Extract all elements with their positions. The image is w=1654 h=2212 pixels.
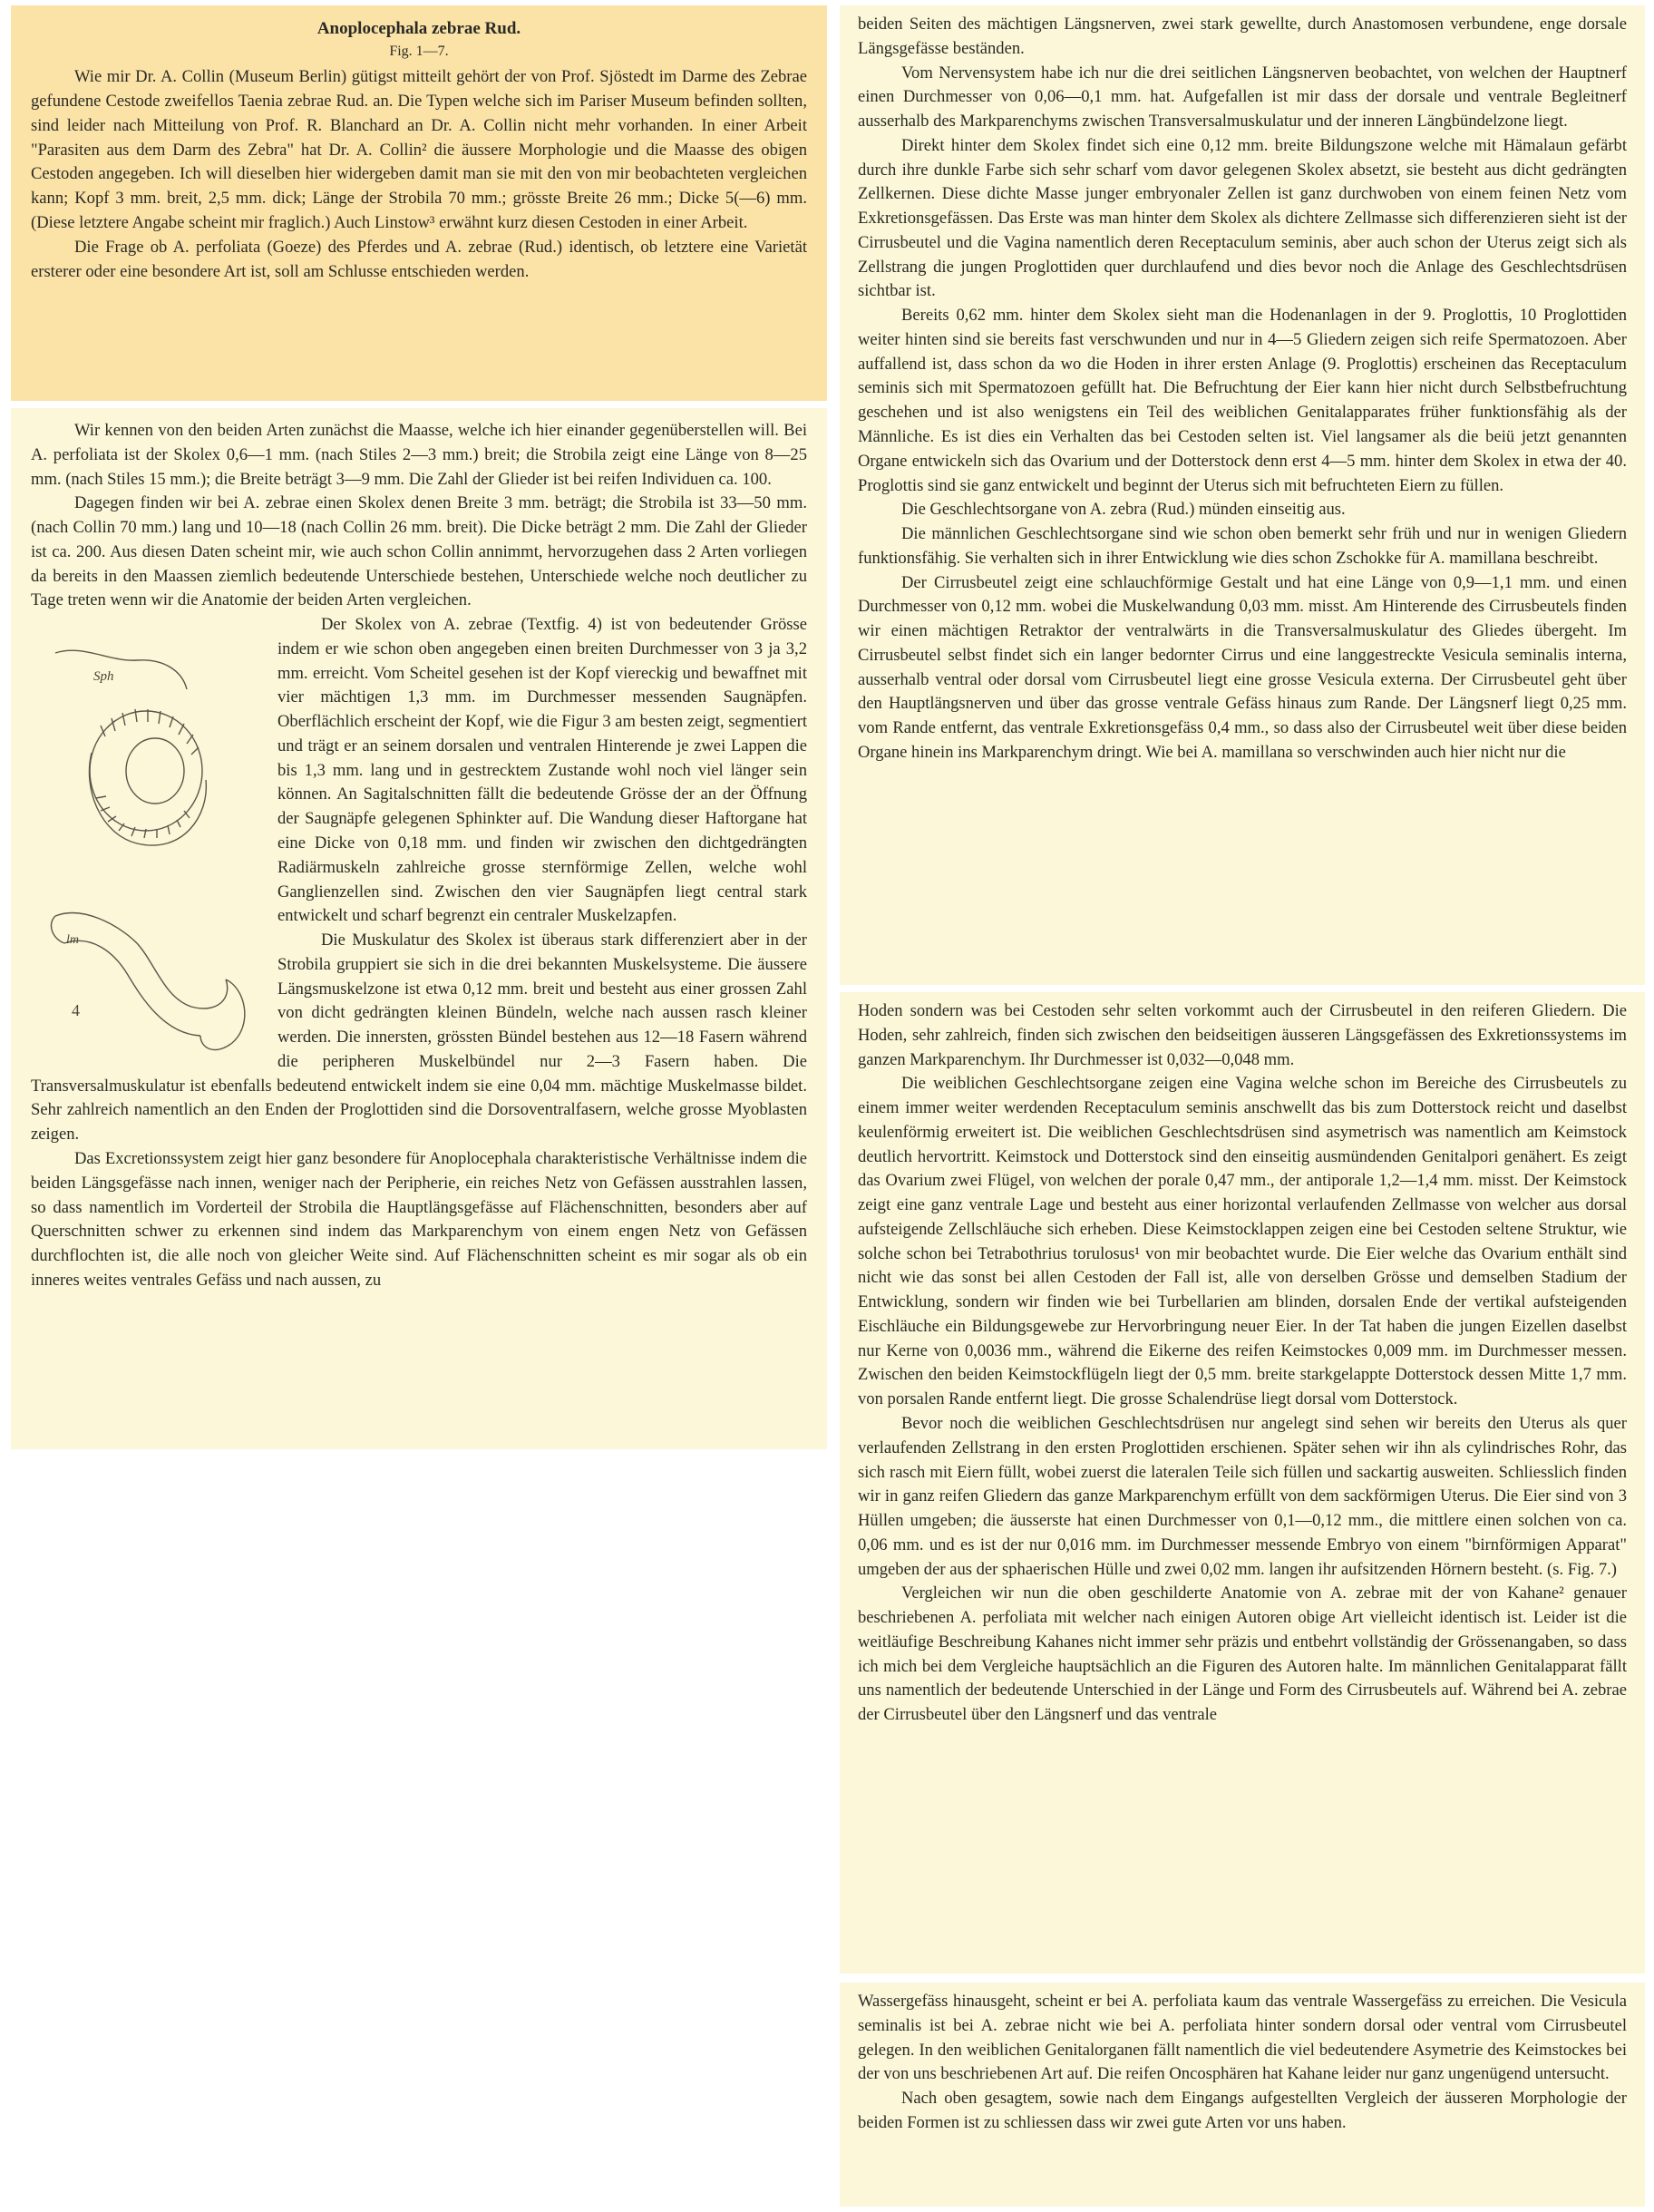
paragraph: Dagegen finden wir bei A. zebrae einen Skolex denen Breite 3 mm. beträgt; die Strobila ist 33—50 mm. (nach Collin 70 mm.) lang und 10—18 (nach Collin 26 mm. breit). Die Dicke beträgt 2 mm. Die Zahl der Glieder ist ca. 200. Aus diesen Daten scheint mir, wie auch schon Collin annimmt, hervorzugehen dass 2 Arten vorliegen da bereits in den Maassen ziemlich bedeutende Unterschiede bestehen, Unterschiede welche noch deutlicher zu Tage treten wenn wir die Anatomie der beiden Arten vergleichen. (31, 493, 807, 610)
paragraph: beiden Seiten des mächtigen Längsnerven, zwei stark gewellte, durch Anastomosen verbundene, enge dorsale Längsgefässe beständen. (858, 15, 1627, 58)
scolex-figure (27, 617, 265, 1070)
paragraph: Bereits 0,62 mm. hinter dem Skolex sieht man die Hodenanlagen in der 9. Proglottis, 10 Proglottiden weiter hinten sind sie bereits fast verschwunden und nur in 4—5 Gliedern zeigen sich reife Spermatozoen. Aber auffallend ist, dass schon da wo die Hoden in ihrer ersten Anlage (9. Proglottis) erscheinen das Receptaculum seminis sich mit Spermatozoen gefüllt hat. Die Befruchtung der Eier kann hier nicht durch Selbstbefruchtung geschehen und ist also wenigstens ein Teil des weiblichen Genitalapparates früher funktionsfähig als der Männliche. Es ist dies ein Verhalten das bei Cestoden selten ist. Viel langsamer als die beiü jetzt genannten Organe entwickeln sich das Ovarium und der Dotterstock denn erst 4—5 mm. hinter dem Skolex in etwa der 40. Proglottis sind sie ganz entwickelt und beginnt der Uterus sich mit befruchteten Eiern zu füllen. (858, 306, 1627, 495)
paragraph: Vom Nervensystem habe ich nur die drei seitlichen Längsnerven beobachtet, von welchen der Hauptnerf einen Durchmesser von 0,06—0,1 mm. hat. Aufgefallen ist mir dass der dorsale und ventrale Begleitnerf ausserhalb des Markparenchyms zwischen Transversalmuskulatur und der inneren Längbündelzone liegt. (858, 63, 1627, 132)
paragraph: Wassergefäss hinausgeht, scheint er bei A. perfoliata kaum das ventrale Wassergefäss zu erreichen. Die Vesicula seminalis ist bei A. zebrae nicht wie bei A. perfoliata hinter sondern dorsal oder ventral vom Cirrusbeutel gelegen. In den weiblichen Genitalorganen fällt namentlich die viel bedeutendere Asymetrie des Keimstockes bei der von uns beschriebenen Art auf. Die reifen Oncosphären hat Kahane leider nur ganz ungenügend untersucht. (858, 1992, 1627, 2084)
text-block-intro (11, 5, 827, 401)
paragraph: Der Cirrusbeutel zeigt eine schlauchförmige Gestalt und hat eine Länge von 0,9—1,1 mm. und einen Durchmesser von 0,12 mm. wobei die Muskelwandung 0,03 mm. misst. Am Hinterende des Cirrusbeutels finden wir einen mächtigen Retraktor der ventralwärts in die Transversalmuskulatur des Gliedes übergeht. Im Cirrusbeutel selbst findet sich ein langer bedornter Cirrus und eine langgestreckte Vesicula seminalis interna, ausserhalb ventral oder dorsal vom Cirrusbeutel liegt eine grosse Vesicula externa. Der Cirrusbeutel geht über den Hauptlängsnerven und über das grosse ventrale Gefäss hinaus zum Rande. Der Längsnerf liegt 0,25 mm. vom Rande entfernt, das ventrale Exkretionsgefäss 0,4 mm., so dass also der Cirrusbeutel weit über diese beiden Organe hinein ins Markparenchym dringt. Wie bei A. mamillana so verschwinden auch hier nicht nur die (858, 572, 1627, 762)
figure-label-lm: lm (66, 933, 79, 948)
paragraph: Bevor noch die weiblichen Geschlechtsdrüsen nur angelegt sind sehen wir bereits den Uterus als quer verlaufenden Zellstrang in den ersten Proglottiden erschienen. Später sehen wir ihn als cylindrisches Rohr, das sich rasch mit Eiern füllt, wobei zuerst die lateralen Teile sich füllen und sackartig ausweiten. Schliesslich finden wir in ganz reifen Gliedern das ganze Markparenchym erfüllt von dem sackförmigen Uterus. Die Eier sind von 3 Hüllen umgeben; die äusserste hat einen Durchmesser von 0,1—0,12 mm., die mittlere einen solchen von ca. 0,06 mm. und es ist der nur 0,016 mm. im Durchmesser messende Embryo von einem "birnförmigen Apparat" umgeben der aus der sphaerischen Hülle und zwei 0,02 mm. langen ihr aufsitzenden Hörnern besteht. (s. Fig. 7.) (858, 1414, 1627, 1579)
paragraph: Die männlichen Geschlechtsorgane sind wie schon oben bemerkt sehr früh und nur in wenigen Gliedern funktionsfähig. Sie verhalten sich in ihrer Entwicklung wie dies schon Zschokke für A. mamillana beschreibt. (858, 524, 1627, 568)
paragraph: Die weiblichen Geschlechtsorgane zeigen eine Vagina welche schon im Bereiche des Cirrusbeutels zu einem immer weiter werdenden Receptaculum seminis anschwellt das bis zum Dotterstock reicht und daselbst keulenförmig erweitert ist. Die weiblichen Geschlechtsdrüsen sind asymetrisch was namentlich am Keimstock deutlich hervortritt. Keimstock und Dotterstock sind den einseitig ausmündenden Genitalpori genähert. Es zeigt das Ovarium zwei Flügel, von welchen der porale 0,47 mm., der antiporale 1,2—1,4 mm. misst. Der Keimstock zeigt eine ganz ventrale Lage und besteht aus einer horizontal verlaufenden Zellmasse von welcher aus dorsal aufsteigende Zellschläuche sich erheben. Diese Keimstocklappen zeigen eine bei Cestoden seltene Struktur, wie solche schon bei Tetrabothrius torulosus¹ von mir beobachtet wurde. Die Eier welche das Ovarium enthält sind nicht wie das sonst bei allen Cestoden der Fall ist, alle von derselben Grösse und demselben Stadium der Entwicklung, sondern wir finden wie bei Turbellarien am blinden, dorsalen Ende der vertikal aufsteigenden Eischläuche ein Bildungsgewebe zur Hervorbringung neuer Eier. In der Tat haben die jungen Eizellen daselbst nur Kerne von 0,0036 mm., während die Eikerne des reifen Keimstockes 0,009 mm. im Durchmesser messen. Zwischen den beiden Keimstockflügeln liegt der 0,5 mm. breite starkgelappte Dotterstock dessen Mitte 1,7 mm. von porsalen Rande entfernt liegt. Die grosse Schalendrüse liegt dorsal vom Dotterstock. (858, 1074, 1627, 1409)
text-block-nervous-genital (840, 5, 1645, 985)
text-block-conclusion (840, 1983, 1645, 2207)
text-block-female-organs (840, 992, 1645, 1973)
figure-label-sph: Sph (93, 669, 114, 685)
text-block-measurements (11, 408, 827, 1449)
scolex-drawing (27, 617, 265, 1070)
article-title: Anoplocephala zebrae Rud. (316, 19, 521, 38)
paragraph: Vergleichen wir nun die oben geschilderte Anatomie von A. zebrae mit der von Kahane² genauer beschriebenen A. perfoliata mit welcher nach einigen Autoren obige Art vielleicht identisch ist. Leider ist die weitläufige Beschreibung Kahanes nicht immer sehr präzis und entbehrt vollständig der Grössenangaben, so dass ich mich bei dem Vergleiche hauptsächlich an die Figuren des Autoren halte. Im männlichen Genitalapparat fällt uns namentlich der bedeutende Unterschied in der Länge und Form des Cirrusbeutels auf. Während bei A. zebrae der Cirrusbeutel über den Längsnerf und das ventrale (858, 1583, 1627, 1725)
figure-number: 4 (72, 1001, 80, 1020)
paragraph: Die Geschlechtsorgane von A. zebra (Rud.) münden einseitig aus. (901, 500, 1346, 520)
paragraph: Hoden sondern was bei Cestoden sehr selten vorkommt auch der Cirrusbeutel in den reiferen Gliedern. Die Hoden, sehr zahlreich, finden sich zwischen den beidseitigen äusseren Längsgefässen des Exkretionssystems im ganzen Markparenchym. Ihr Durchmesser ist 0,032—0,048 mm. (858, 1001, 1627, 1069)
paragraph: Nach oben gesagtem, sowie nach dem Eingangs aufgestellten Vergleich der äusseren Morphologie der beiden Formen ist zu schliessen dass wir zwei gute Arten vor uns haben. (858, 2089, 1627, 2132)
paragraph: Die Muskulatur des Skolex ist überaus stark differenziert aber in der Strobila gruppiert sie sich in die drei bekannten Muskelsysteme. Die äussere Längsmuskelzone ist etwa 0,12 mm. breit und besteht aus einer grossen Zahl von dicht gedrängten kleinen Bündeln, welche nach aussen rasch kleiner werden. Die innersten, grössten Bündel bestehen aus 12—18 Fasern während die peripheren Muskelbündel nur 2—3 Fasern haben. Die Transversalmuskulatur ist ebenfalls bedeutend entwickelt indem sie eine 0,04 mm. mächtige Muskelmasse bildet. Sehr zahlreich namentlich an den Enden der Proglottiden sind die Dorsoventralfasern, welche grosse Myoblasten zeigen. (31, 931, 807, 1145)
paragraph: Die Frage ob A. perfoliata (Goeze) des Pferdes und A. zebrae (Rud.) identisch, ob letztere eine Varietät ersterer oder eine besondere Art ist, soll am Schlusse entschieden werden. (31, 237, 807, 281)
paragraph: Das Excretionssystem zeigt hier ganz besondere für Anoplocephala charakteristische Verhältnisse indem die beiden Längsgefässe nach innen, weniger nach der Peripherie, ein reiches Netz von Gefässen ausstrahlen lassen, so dass namentlich im Vorderteil der Strobila die Hauptlängsgefässe auf Flächenschnitten, besonders aber auf Querschnitten schwer zu erkennen sind indem das Markparenchym von einem engen Netz von Gefässen durchflochten ist, die alle noch von gleicher Weite sind. Auf Flächenschnitten scheint es mir sogar als ob ein inneres weites ventrales Gefäss und nach aussen, zu (31, 1148, 807, 1290)
figure-reference: Fig. 1—7. (389, 44, 449, 60)
paragraph: Wir kennen von den beiden Arten zunächst die Maasse, welche ich hier einander gegenüberstellen will. Bei A. perfoliata ist der Skolex 0,6—1 mm. (nach Stiles 2—3 mm.) breit; die Strobila zeigt eine Länge von 8—25 mm. (nach Stiles 15 mm.); die Breite beträgt 3—9 mm. Die Zahl der Glieder ist bei reifen Individuen ca. 100. (31, 421, 807, 489)
paragraph: Direkt hinter dem Skolex findet sich eine 0,12 mm. breite Bildungszone welche mit Hämalaun gefärbt durch ihre dunkle Farbe sich sehr scharf vom davor gelegenen Skolex absetzt, sie besteht aus dicht gedrängten Zellkernen. Diese dichte Masse junger embryonaler Zellen ist ganz durchwoben von einem feinen Netz vom Exkretionsgefässen. Das Erste was man hinter dem Skolex als dichtere Zellmasse sich differenzieren sieht ist der Cirrusbeutel und die Vagina namentlich deren Receptaculum seminis, aber auch schon der Uterus zeigt sich als Zellstrang die jungen Proglottiden quer durchlaufend und dies bevor noch die Anlage des Geschlechtsdrüsen sichtbar ist. (858, 135, 1627, 301)
paragraph: Wie mir Dr. A. Collin (Museum Berlin) gütigst mitteilt gehört der von Prof. Sjöstedt im Darme des Zebrae gefundene Cestode zweifellos Taenia zebrae Rud. an. Die Typen welche sich im Pariser Museum befinden sollten, sind leider nach Mitteilung von Prof. R. Blanchard an Dr. A. Collin nicht mehr vorhanden. In einer Arbeit "Parasiten aus dem Darm des Zebra" hat Dr. A. Collin² die äussere Morphologie und die Maasse des obigen Cestoden angegeben. Ich will dieselben hier widergeben damit man sie mit den von mir beobachteten vergleichen kann; Kopf 3 mm. breit, 2,5 mm. dick; Länge der Strobila 70 mm.; grösste Breite 26 mm.; Dicke 5(—6) mm. (Diese letztere Angabe scheint mir fraglich.) Auch Linstow³ erwähnt kurz diesen Cestoden in einer Arbeit. (31, 67, 807, 232)
paragraph: Der Skolex von A. zebrae (Textfig. 4) ist von bedeutender Grösse indem er wie schon oben angegeben einen breiten Durchmesser von 3 ja 3,2 mm. erreicht. Vom Scheitel gesehen ist der Kopf viereckig und bewaffnet mit vier mächtigen 1,3 mm. im Durchmesser messenden Saugnäpfen. Oberflächlich erscheint der Kopf, wie die Figur 3 am besten zeigt, segmentiert und trägt er an seinem dorsalen und ventralen Hinterende je zwei Lappen die bis 1,3 mm. lang und in gestrecktem Zustande wohl noch viel länger sein können. An Sagitalschnitten fällt die bedeutende Grösse der an der Öffnung der Saugnäpfe gelegenen Sphinkter auf. Die Wandung dieser Haftorgane hat eine Dicke von 0,18 mm. und finden wir zwischen den dichtgedrängten Radiärmuskeln zahlreiche grosse sternförmige Zellen, welche wohl Ganglienzellen sind. Zwischen den vier Saugnäpfen liegt central stark entwickelt und scharf begrenzt ein centraler Muskelzapfen. (277, 615, 807, 926)
